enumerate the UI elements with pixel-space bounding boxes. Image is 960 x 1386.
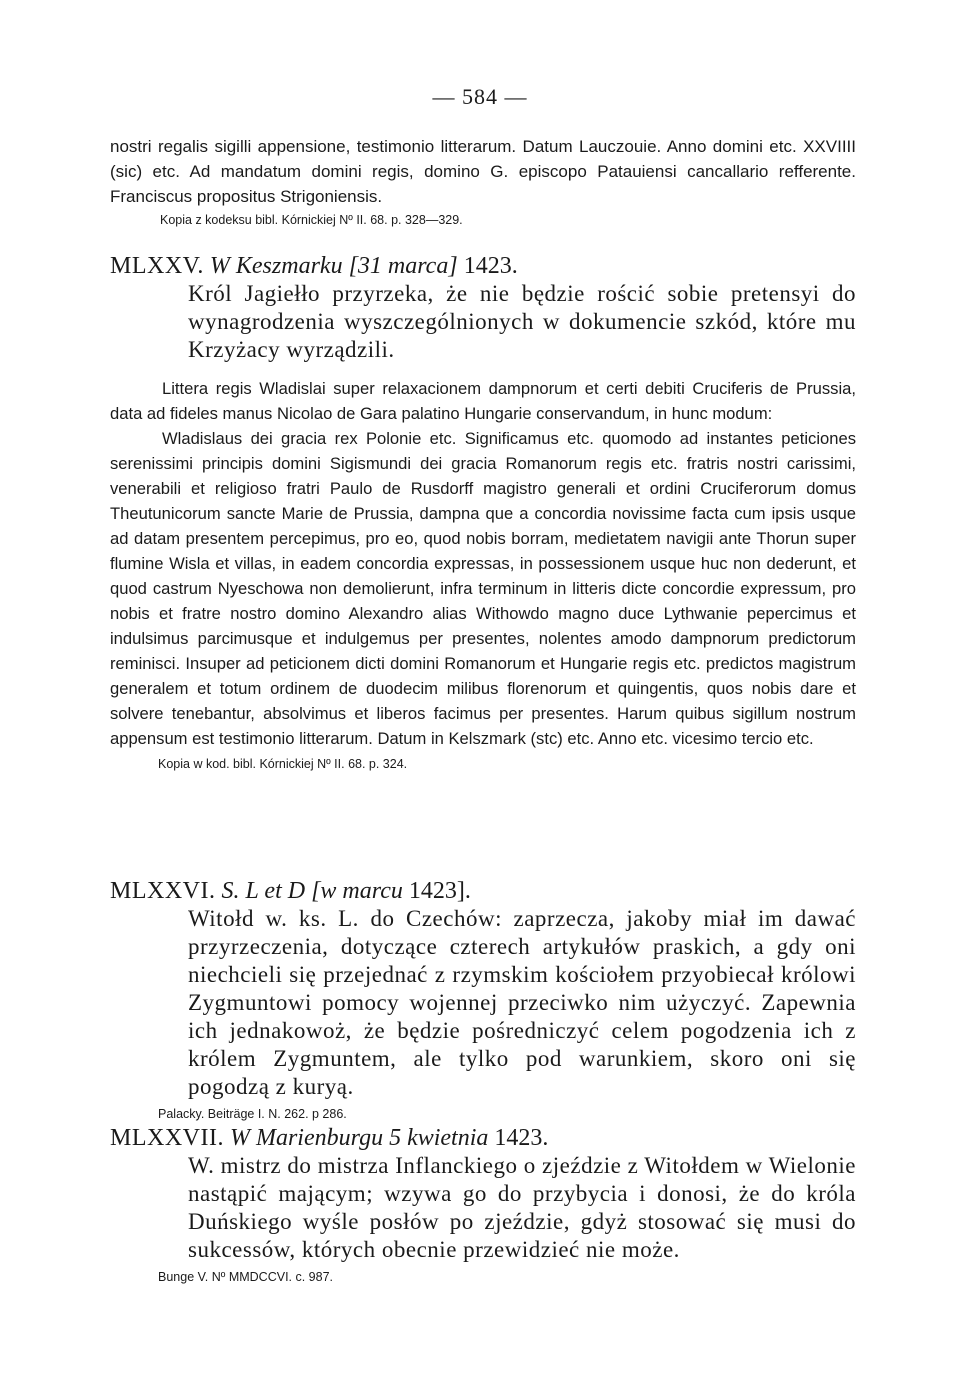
entry-mlxxvii <box>110 1124 856 1286</box>
source-citation: Palacky. Beiträge I. N. 262. p 286. <box>158 1107 347 1121</box>
entry-place-date: W Marienburgu 5 kwietnia <box>229 1125 489 1151</box>
entry-year: 1423. <box>463 253 518 279</box>
entry-mlxxv <box>110 252 856 773</box>
entry-place-date: W Keszmarku [31 marca] <box>209 253 458 279</box>
page-number: — 584 — <box>432 84 528 109</box>
entry-paragraph: Wladislaus dei gracia rex Polonie etc. Significamus etc. quomodo ad instantes peticiones serenissimi principis domini Sigismundi dei gracia Romanorum regis etc. fratris nostri carissimi, venerabili et religioso fratri Paulo de Rusdorff magistro generali et ordini Cruciferorum domus Theutunicorum sancte Marie de Prussia, dampna que a concordia novissime facta cum ipsis usque ad datam presentem percepimus, pro eo, quod nobis borram, medietatem navigii ante Thorun super flumine Wisla et villas, in eadem concordia expressas, in possessionem usque huc non dederunt, et quod castrum Nyeschowa non demolierunt, infra terminum in litteris dicte concordie expressum, pro nobis et fratre nostro domino Alexandro alias Withowdo magno duce Lythwanie pepercimus et indulsimus parcimusque et indulgemus per presentes, nolentes amodo dampnorum predictorum reminisci. Insuper ad peticionem dicti domini Romanorum et Hungarie regis etc. predictos magistrum generalem et totum ordinem de duodecim milibus florenorum et quingentis, quos nobis dare et solvere tenebantur, absolvimus et liberos facimus per presentes. Harum quibus sigillum nostrum appensum est testimonio litterarum. Datum in Kelszmark (stc) etc. Anno etc. vicesimo tercio etc. <box>110 429 856 748</box>
entry-body <box>110 376 856 751</box>
entry-summary: Witołd w. ks. L. do Czechów: zaprzecza, jakoby miał im dawać przyrzeczenia, dotyczące czterech artykułów praskich, a gdy oni niechcieli się przejednać z rzymskim kościołem przyobiecał królowi Zygmuntowi pomocy wojennej przeciwko nim użyczyć. Zapewnia ich jednakowoż, że będzie pośredniczyć celem pogodzenia ich z królem Zygmuntem, ale tylko pod warunkiem, skoro oni się pogodzą z kuryą. <box>188 906 856 1099</box>
entry-year: 1423. <box>494 1125 549 1151</box>
source-citation: Kopia w kod. bibl. Kórnickiej Nº II. 68. p. 324. <box>158 757 408 771</box>
continuation-block <box>110 134 856 229</box>
entry-mlxxvi <box>110 877 856 1123</box>
entry-paragraph: Littera regis Wladislai super relaxacionem dampnorum et certi debiti Cruciferis de Prussia, data ad fideles manus Nicolao de Gara palatino Hungarie conservandum, in hunc modum: <box>110 379 856 423</box>
entry-heading <box>110 877 856 905</box>
entry-heading <box>110 1124 856 1152</box>
entry-place-date: S. L et D [w marcu <box>221 878 403 904</box>
entry-summary: Król Jagiełło przyrzeka, że nie będzie rościć sobie pretensyi do wynagrodzenia wyszczególnionych w dokumencie szkód, które mu Krzyżacy wyrządzili. <box>188 281 856 362</box>
continuation-text: nostri regalis sigilli appensione, testimonio litterarum. Datum Lauczouie. Anno domini etc. XXVIIII (sic) etc. Ad mandatum domini regis, domino G. episcopo Patauiensi cancallario refferente. Franciscus propositus Strigoniensis. <box>110 137 856 206</box>
source-citation: Bunge V. Nº MMDCCVI. c. 987. <box>158 1270 334 1284</box>
entry-number: MLXXVI. <box>110 878 216 904</box>
entry-summary: W. mistrz do mistrza Inflanckiego o zjeździe z Witołdem w Wielonie nastąpić mającym; wzywa go do przybycia i donosi, że do króla Duńskiego wyśle posłów po zjeździe, gdyż stosować się musi do sukcessów, których obecnie przewidzieć nie może. <box>188 1153 856 1262</box>
entry-number: MLXXVII. <box>110 1125 224 1151</box>
source-citation: Kopia z kodeksu bibl. Kórnickiej Nº II. 68. p. 328—329. <box>160 213 463 227</box>
entry-heading <box>110 252 856 280</box>
entry-year: 1423]. <box>408 878 471 904</box>
entry-number: MLXXV. <box>110 253 204 279</box>
